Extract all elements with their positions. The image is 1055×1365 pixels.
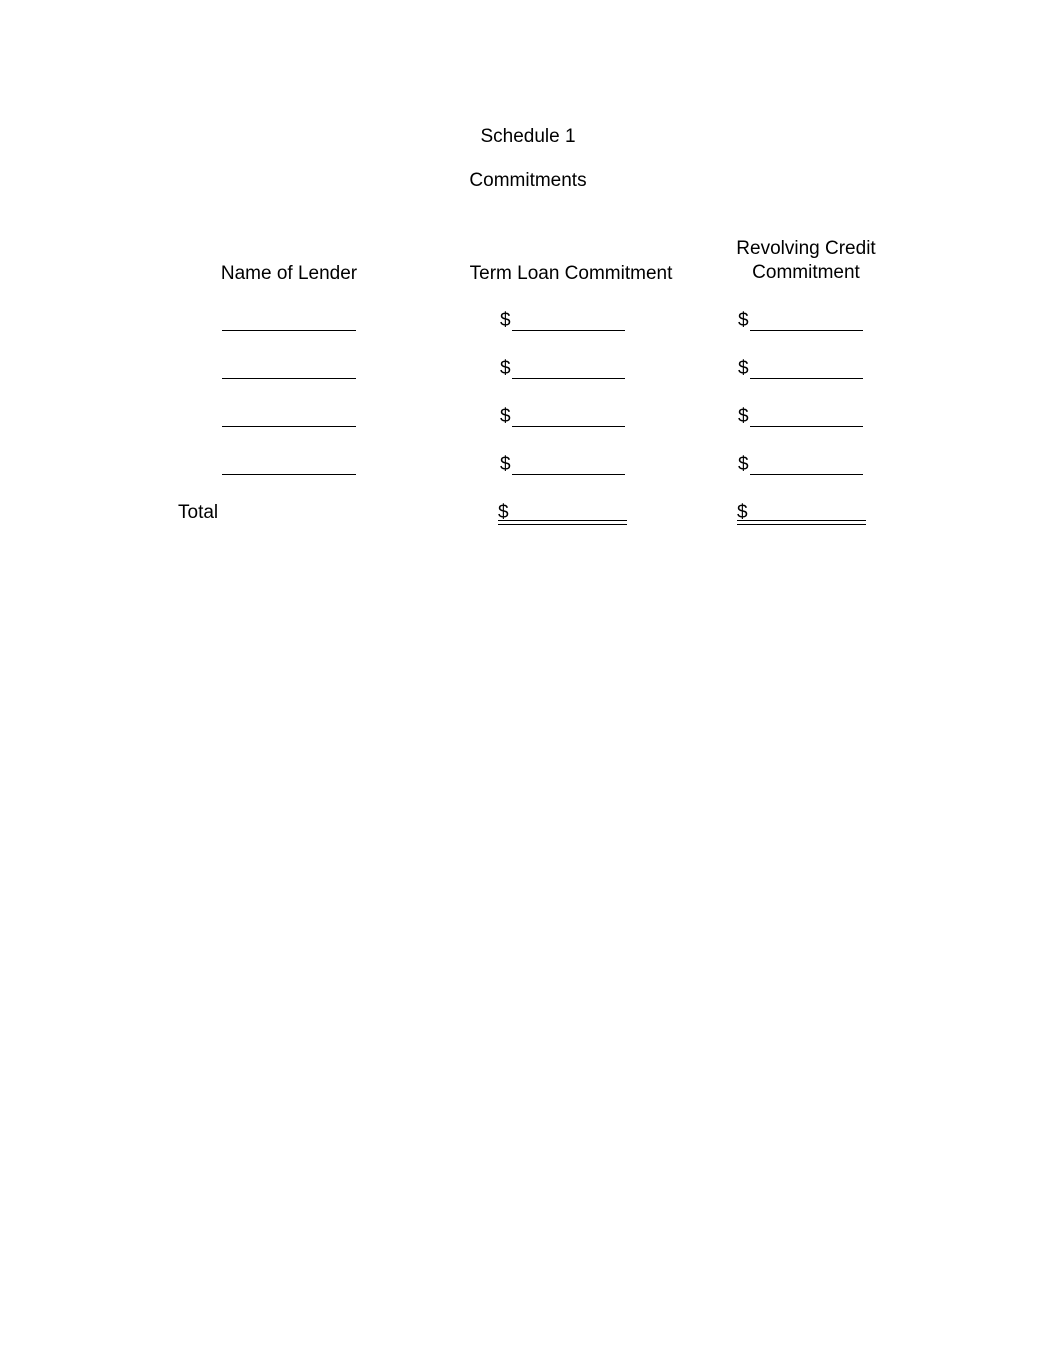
total-term-loan-double-underline <box>498 520 627 525</box>
revolving-dollar-sign: $ <box>738 310 749 331</box>
term-loan-dollar-sign: $ <box>500 358 511 379</box>
term-loan-dollar-sign: $ <box>500 310 511 331</box>
lender-name-blank <box>222 378 356 379</box>
term-loan-amount-blank <box>512 426 625 427</box>
revolving-amount-blank <box>750 426 863 427</box>
header-name-of-lender: Name of Lender <box>220 263 358 284</box>
term-loan-dollar-sign: $ <box>500 406 511 427</box>
total-term-loan-dollar-sign: $ <box>498 502 509 523</box>
term-loan-amount-blank <box>512 378 625 379</box>
header-revolving-credit-commitment <box>736 237 875 285</box>
revolving-amount-blank <box>750 474 863 475</box>
revolving-dollar-sign: $ <box>738 358 749 379</box>
schedule-title: Schedule 1 <box>480 126 576 147</box>
header-revolving-line-2: Commitment <box>752 262 860 283</box>
header-revolving-line-1: Revolving Credit <box>736 238 876 259</box>
lender-name-blank <box>222 426 356 427</box>
total-revolving-double-underline <box>737 520 866 525</box>
header-term-loan-commitment: Term Loan Commitment <box>469 263 673 284</box>
term-loan-amount-blank <box>512 330 625 331</box>
revolving-dollar-sign: $ <box>738 406 749 427</box>
term-loan-amount-blank <box>512 474 625 475</box>
revolving-amount-blank <box>750 378 863 379</box>
lender-name-blank <box>222 474 356 475</box>
revolving-dollar-sign: $ <box>738 454 749 475</box>
lender-name-blank <box>222 330 356 331</box>
term-loan-dollar-sign: $ <box>500 454 511 475</box>
total-revolving-dollar-sign: $ <box>737 502 748 523</box>
document-subtitle: Commitments <box>469 170 587 191</box>
revolving-amount-blank <box>750 330 863 331</box>
total-label: Total <box>178 502 219 523</box>
